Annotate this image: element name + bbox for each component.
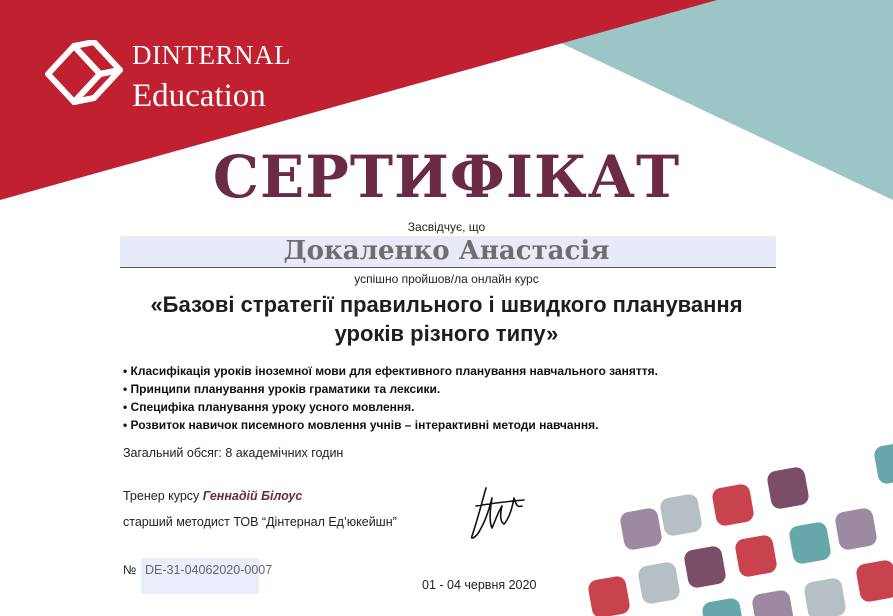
deco-square <box>701 597 745 616</box>
certificate-title: СЕРТИФІКАТ <box>212 143 681 211</box>
deco-square <box>803 577 847 616</box>
deco-square <box>619 507 663 551</box>
course-title-line1: «Базові стратегії правильного і швидкого планування <box>150 292 743 317</box>
trainer-name: Геннадій Білоус <box>202 489 303 503</box>
deco-square <box>683 545 727 589</box>
deco-square <box>834 507 878 551</box>
deco-square <box>751 589 795 616</box>
brand-line2: Education <box>132 78 266 114</box>
course-dates: 01 - 04 червня 2020 <box>422 578 537 592</box>
deco-square <box>855 559 893 603</box>
course-title-line2: уроків різного типу» <box>334 321 559 346</box>
recipient-name: Докаленко Анастасія <box>283 236 610 266</box>
deco-square <box>734 534 778 578</box>
topic-item: • Специфіка планування уроку усного мовлення. <box>123 400 415 414</box>
trainer-label: Тренер курсу <box>123 489 200 503</box>
brand-line1: DINTERNAL <box>132 40 291 70</box>
deco-square <box>873 441 893 485</box>
certificate-number: DE-31-04062020-0007 <box>145 563 273 577</box>
passed-text: успішно пройшов/ла онлайн курс <box>354 272 539 286</box>
deco-square <box>788 521 832 565</box>
certifies-text: Засвідчує, що <box>407 220 486 234</box>
deco-square <box>659 493 703 537</box>
deco-square <box>766 466 810 510</box>
topic-item: • Класифікація уроків іноземної мови для ефективного планування навчального заняття. <box>123 364 658 378</box>
certificate-number-label: № <box>123 563 137 577</box>
trainer-position: старший методист ТОВ “Дінтернал Ед’юкейшн” <box>123 515 397 529</box>
total-volume: Загальний обсяг: 8 академічних годин <box>123 446 344 460</box>
topic-item: • Принципи планування уроків граматики та лексики. <box>123 382 441 396</box>
deco-square <box>637 561 681 605</box>
deco-square <box>587 575 631 616</box>
deco-square <box>711 483 755 527</box>
topic-item: • Розвиток навичок писемного мовлення учнів – інтерактивні методи навчання. <box>123 418 599 432</box>
